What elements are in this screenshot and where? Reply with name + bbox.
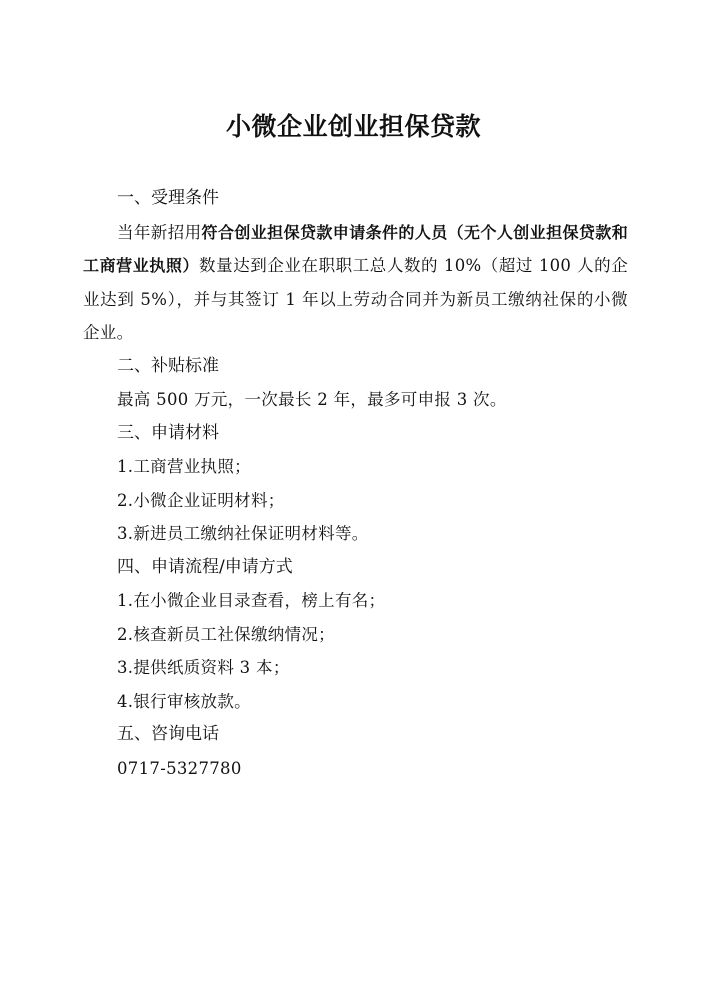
process-step: 4.银行审核放款。 [117, 691, 251, 711]
paragraph-text-prefix: 当年新招用 [117, 222, 202, 242]
section-heading-application-materials: 三、申请材料 [117, 422, 219, 443]
section-heading-subsidy-standard: 二、补贴标准 [117, 355, 219, 376]
materials-item: 2.小微企业证明材料； [117, 490, 285, 510]
process-step: 3.提供纸质资料 3 本； [117, 658, 290, 677]
paragraph-text-bold: 符合创业担保贷款申请条件的人员（无个人创业担保贷款和工商营业执照） [83, 222, 628, 275]
document-title: 小微企业创业担保贷款 [225, 112, 481, 141]
process-step: 1.在小微企业目录查看，榜上有名； [117, 591, 386, 610]
document-body [83, 182, 628, 785]
subsidy-standard-line: 最高 500 万元，一次最长 2 年，最多可申报 3 次。 [117, 390, 507, 409]
consult-phone-number: 0717-5327780 [117, 758, 242, 778]
materials-item: 3.新进员工缴纳社保证明材料等。 [117, 524, 369, 543]
paragraph-text-suffix: 数量达到企业在职职工总人数的 10%（超过 100 人的企业达到 5%），并与其签订 1 年以上劳动合同并为新员工缴纳社保的小微企业。 [83, 256, 628, 342]
section-heading-application-process: 四、申请流程/申请方式 [117, 556, 293, 577]
process-step: 2.核查新员工社保缴纳情况； [117, 624, 335, 644]
section-heading-acceptance-conditions: 一、受理条件 [117, 188, 219, 208]
acceptance-conditions-paragraph [83, 216, 628, 350]
materials-item: 1.工商营业执照； [117, 457, 251, 476]
section-heading-consult-phone: 五、咨询电话 [117, 724, 219, 744]
